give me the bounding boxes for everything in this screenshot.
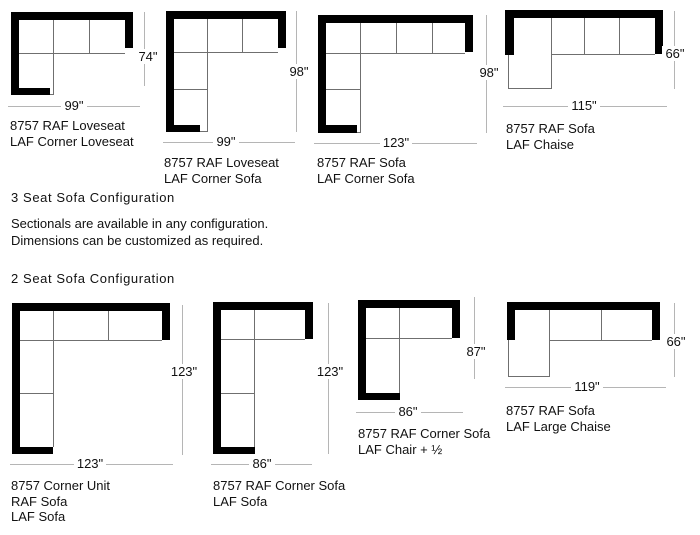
- seat-seams: [508, 18, 655, 89]
- caption-d3: [317, 155, 415, 186]
- caption-line: 8757 RAF Corner Sofa: [213, 478, 346, 493]
- availability-note-line-1: Sectionals are available in any configuration.: [11, 216, 269, 231]
- height-dimension-d1: [118, 49, 178, 64]
- dimension-value: 87": [463, 344, 488, 359]
- height-dimension-d6: [300, 364, 360, 379]
- sofa-frame: [213, 302, 313, 454]
- height-dimension-d7: [446, 344, 506, 359]
- sofa-frame: [507, 302, 660, 340]
- caption-line: LAF Corner Loveseat: [10, 133, 134, 149]
- caption-line: 8757 RAF Loveseat: [10, 118, 125, 133]
- plan-raf-corner-sofa-laf-sofa: [211, 302, 329, 465]
- dimension-value: 66": [662, 46, 687, 61]
- caption-line: LAF Corner Sofa: [317, 170, 415, 186]
- caption-line: LAF Chair + ½: [358, 441, 443, 457]
- dimension-value: 86": [395, 404, 420, 419]
- dimension-value: 86": [249, 456, 274, 471]
- width-dimension-d3: [356, 135, 436, 150]
- caption-d4: [506, 121, 595, 152]
- dimension-value: 123": [74, 456, 106, 471]
- seat-seams: [19, 20, 125, 95]
- caption-line: RAF Sofa: [11, 493, 68, 509]
- dimension-value: 66": [663, 334, 688, 349]
- seat-seams: [366, 308, 452, 393]
- height-dimension-d8: [646, 334, 700, 349]
- sofa-frame: [358, 300, 460, 400]
- caption-d7: [358, 426, 490, 457]
- section-title-2-seat: 2 Seat Sofa Configuration: [11, 271, 175, 286]
- dimension-value: 99": [61, 98, 86, 113]
- caption-line: LAF Corner Sofa: [164, 170, 262, 186]
- caption-line: LAF Sofa: [11, 509, 66, 524]
- caption-d2: [164, 155, 279, 186]
- sofa-frame: [12, 303, 170, 454]
- seat-seams: [174, 19, 278, 132]
- section-title-3-seat: 3 Seat Sofa Configuration: [11, 190, 175, 205]
- availability-note-line-2: Dimensions can be customized as required.: [11, 233, 264, 248]
- height-dimension-d2: [269, 64, 329, 79]
- height-dimension-d5: [154, 364, 214, 379]
- seat-seams: [508, 310, 652, 377]
- width-dimension-d5: [50, 456, 130, 471]
- dimension-value: 99": [213, 134, 238, 149]
- width-dimension-d6: [222, 456, 302, 471]
- height-dimension-d3: [459, 65, 519, 80]
- width-dimension-d8: [547, 379, 627, 394]
- dimension-value: 115": [568, 98, 599, 113]
- caption-line: LAF Chaise: [506, 136, 574, 152]
- caption-line: 8757 RAF Sofa: [506, 121, 595, 136]
- dimension-value: 123": [314, 364, 346, 379]
- width-dimension-d7: [368, 404, 448, 419]
- dimension-lines: [10, 305, 183, 465]
- height-dimension-d4: [645, 46, 700, 61]
- width-dimension-d2: [186, 134, 266, 149]
- seat-seams: [221, 310, 305, 447]
- caption-line: 8757 RAF Sofa: [317, 155, 406, 170]
- caption-line: LAF Large Chaise: [506, 418, 611, 434]
- seat-seams: [20, 311, 162, 447]
- dimension-value: 98": [476, 65, 501, 80]
- caption-d6: [213, 478, 345, 509]
- width-dimension-d1: [34, 98, 114, 113]
- caption-d8: [506, 403, 611, 434]
- dimension-value: 123": [380, 135, 412, 150]
- caption-line: 8757 RAF Loveseat: [164, 155, 279, 170]
- caption-line: LAF Sofa: [213, 493, 268, 509]
- dimension-value: 98": [286, 64, 311, 79]
- width-dimension-d4: [544, 98, 624, 113]
- sofa-frame: [318, 15, 473, 133]
- sofa-frame: [166, 11, 286, 132]
- dimension-value: 74": [135, 49, 160, 64]
- caption-d5: [11, 478, 110, 525]
- plan-corner-unit-raf-sofa-laf-sofa: [10, 303, 183, 465]
- caption-d1: [10, 118, 134, 149]
- dimension-value: 119": [571, 379, 602, 394]
- caption-line: 8757 RAF Corner Sofa: [358, 426, 491, 441]
- dimension-value: 123": [168, 364, 200, 379]
- caption-line: 8757 Corner Unit: [11, 478, 110, 493]
- caption-line: 8757 RAF Sofa: [506, 403, 595, 418]
- seat-seams: [326, 23, 465, 133]
